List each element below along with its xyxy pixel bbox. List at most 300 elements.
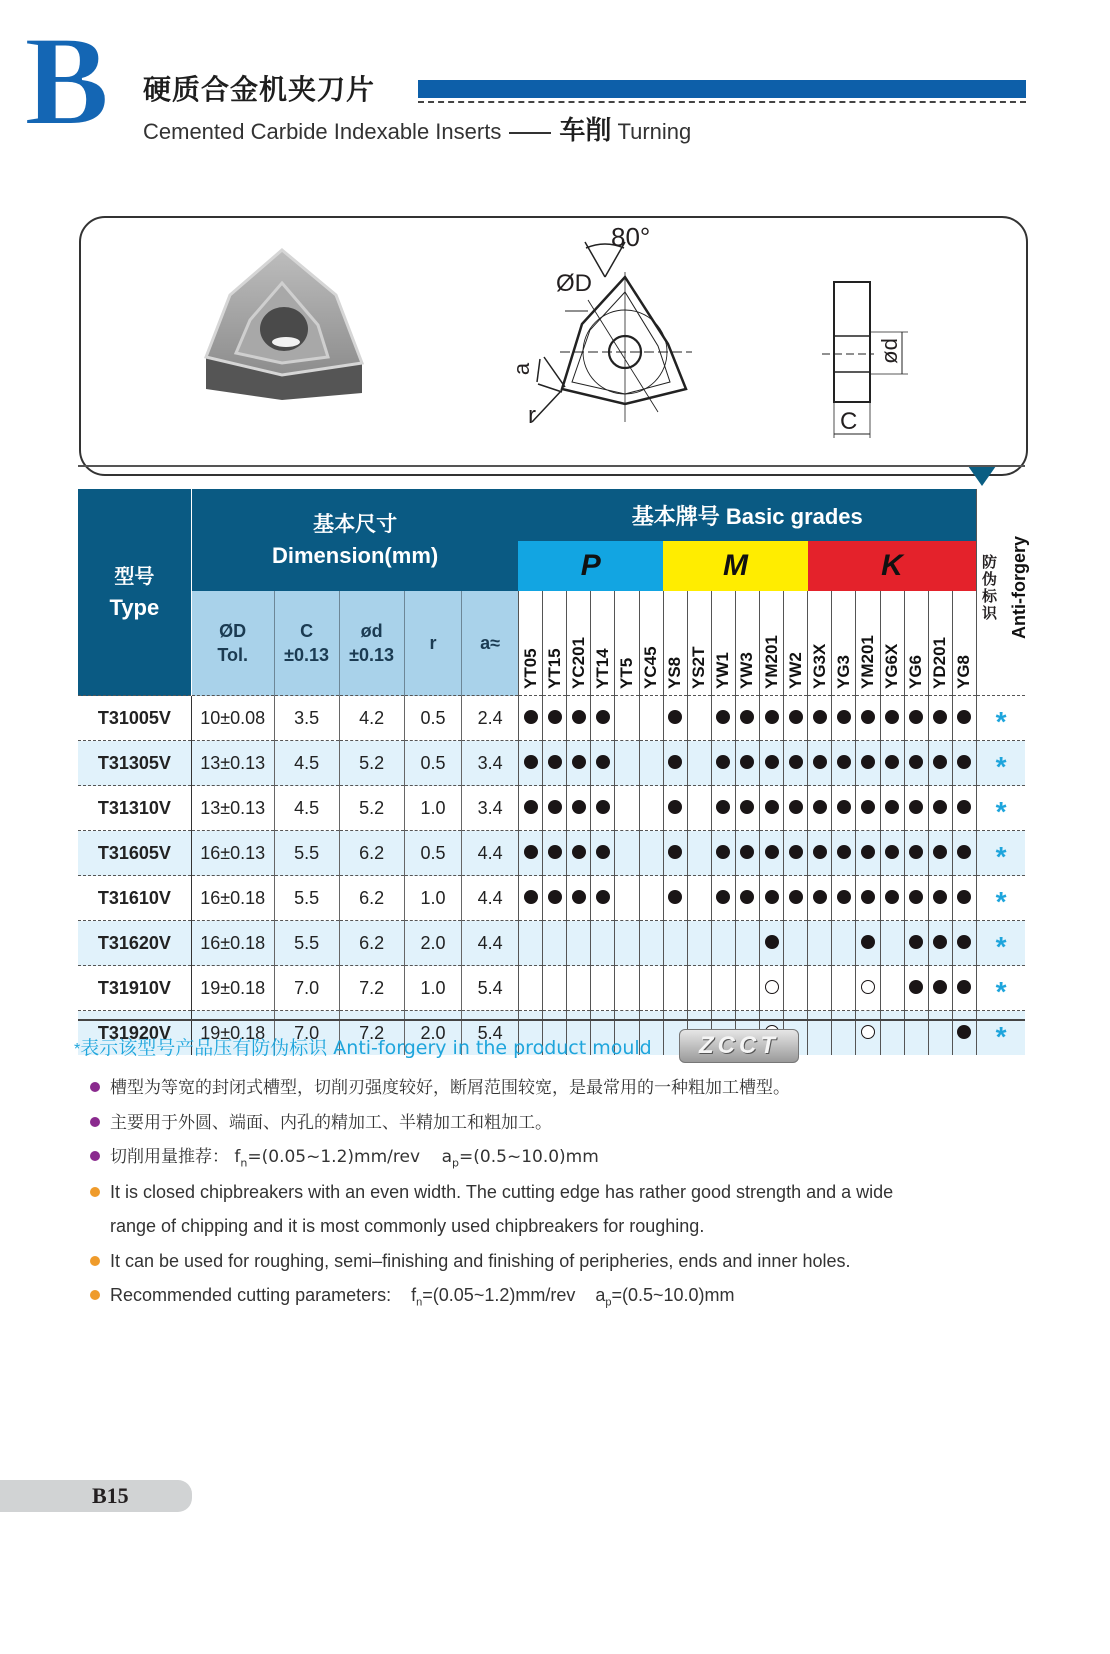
grade-cell [518,921,542,966]
col-C: C ±0.13 [274,591,339,696]
filled-circle-icon [837,845,851,859]
grade-col-yd201 [928,591,952,696]
grade-col-ys8 [663,591,687,696]
filled-circle-icon [957,710,971,724]
table-row [78,741,1025,786]
cell-type: T31920V [78,1011,191,1056]
grade-col-yc45 [639,591,663,696]
grade-cell [952,696,976,741]
grade-cell [663,921,687,966]
grade-cell [615,831,639,876]
cell-a: 4.4 [462,876,519,921]
filled-circle-icon [813,755,827,769]
open-circle-icon [861,980,875,994]
grade-cell [784,966,808,1011]
bullet-en-3: Recommended cutting parameters: $f_n=(0.05\sim 1.2)mm$/rev $a_p=(0.5\sim 10.0)mm$ [90,1282,735,1316]
grade-label: YC45 [641,646,661,689]
grade-cell [663,876,687,921]
grade-cell [591,831,615,876]
grade-cell [928,696,952,741]
grade-cell [784,921,808,966]
filled-circle-icon [885,845,899,859]
filled-circle-icon [909,800,923,814]
grade-cell [928,1011,952,1056]
grade-cell [591,966,615,1011]
cell-C: 7.0 [274,1011,339,1056]
grade-cell [735,786,759,831]
grade-cell [856,741,880,786]
grade-cell [567,921,591,966]
grade-cell [760,741,784,786]
grade-cell [591,696,615,741]
filled-circle-icon [909,845,923,859]
cell-type: T31005V [78,696,191,741]
filled-circle-icon [933,935,947,949]
grade-cell [518,696,542,741]
label-hole-d: ød [876,338,902,364]
cell-r: 0.5 [404,831,462,876]
filled-circle-icon [524,755,538,769]
grade-cell [832,696,856,741]
grade-cell [904,966,928,1011]
grade-cell [663,741,687,786]
header-dimension: 基本尺寸 Dimension(mm) [191,489,518,591]
grade-cell [880,741,904,786]
grade-cell [591,786,615,831]
grade-col-yt05 [518,591,542,696]
header-bar [418,80,1026,98]
grade-cell [543,966,567,1011]
filled-circle-icon [572,845,586,859]
grade-cell [663,966,687,1011]
grade-label: YM201 [761,635,781,689]
filled-circle-icon [548,800,562,814]
table-top-rule [78,465,1025,467]
bullet-en-1: It is closed chipbreakers with an even width. The cutting edge has rather good strength and a wide [90,1179,893,1205]
cell-d: 5.2 [339,786,404,831]
open-circle-icon [765,980,779,994]
cell-type: T31610V [78,876,191,921]
grade-cell [543,741,567,786]
anti-forgery-star-icon: * [977,786,1025,831]
filled-circle-icon [765,710,779,724]
grade-cell [639,786,663,831]
filled-circle-icon [885,800,899,814]
filled-circle-icon [909,890,923,904]
table-row [78,966,1025,1011]
group-M: M [663,541,808,591]
grade-cell [735,876,759,921]
pointer-triangle [968,466,996,486]
insert-top-view-drawing [510,222,710,432]
filled-circle-icon [524,890,538,904]
filled-circle-icon [765,800,779,814]
filled-circle-icon [548,845,562,859]
grade-cell [639,876,663,921]
grade-cell [567,696,591,741]
grade-cell [928,966,952,1011]
grade-cell [687,921,711,966]
grade-cell [639,966,663,1011]
header-dotted-rule [418,101,1026,103]
grade-cell [663,786,687,831]
filled-circle-icon [668,890,682,904]
cell-d: 6.2 [339,876,404,921]
cell-D: 16±0.13 [191,831,274,876]
grade-cell [880,831,904,876]
cell-type: T31910V [78,966,191,1011]
filled-circle-icon [572,890,586,904]
grade-cell [856,966,880,1011]
grade-cell [687,966,711,1011]
cell-a: 4.4 [462,921,519,966]
bullet-en-1-cont: range of chipping and it is most commonly used chipbreakers for roughing. [110,1216,705,1236]
grade-cell [880,921,904,966]
grade-cell [952,831,976,876]
header-anti-forgery: 防伪标识 Anti-forgery [977,489,1025,696]
grade-cell [639,831,663,876]
grade-col-yt5 [615,591,639,696]
anti-forgery-star-icon: * [977,966,1025,1011]
grade-label: YW3 [737,652,757,689]
filled-circle-icon [909,755,923,769]
filled-circle-icon [789,800,803,814]
filled-circle-icon [933,890,947,904]
subtitle-en: Cemented Carbide Indexable Inserts [143,119,502,144]
cell-C: 3.5 [274,696,339,741]
bullet-en-2: It can be used for roughing, semi–finishing and finishing of peripheries, ends and inner holes. [90,1248,850,1274]
grade-cell [928,786,952,831]
header-type: 型号 Type [78,489,191,696]
filled-circle-icon [957,845,971,859]
grade-cell [711,966,735,1011]
cell-r: 1.0 [404,786,462,831]
grade-cell [880,786,904,831]
filled-circle-icon [861,710,875,724]
cell-a: 3.4 [462,741,519,786]
grade-cell [808,1011,832,1056]
grade-cell [784,696,808,741]
grade-cell [687,696,711,741]
filled-circle-icon [668,800,682,814]
grade-col-ys2t [687,591,711,696]
grade-label: YG8 [954,654,974,689]
grade-cell [567,966,591,1011]
grade-col-ym201 [856,591,880,696]
bullet-dot-icon [90,1256,100,1266]
grade-cell [567,831,591,876]
filled-circle-icon [668,710,682,724]
grade-cell [928,831,952,876]
cell-a: 4.4 [462,831,519,876]
filled-circle-icon [957,1025,971,1039]
grade-cell [856,876,880,921]
col-d: ød ±0.13 [339,591,404,696]
filled-circle-icon [861,890,875,904]
filled-circle-icon [740,890,754,904]
grade-cell [856,696,880,741]
grade-cell [615,696,639,741]
label-diameter-D: ØD [556,270,592,297]
grade-cell [615,966,639,1011]
cell-d: 5.2 [339,741,404,786]
grade-cell [615,921,639,966]
col-a: a≈ [462,591,519,696]
filled-circle-icon [933,710,947,724]
grade-cell [904,921,928,966]
anti-forgery-note: *表示该型号产品压有防伪标识 Anti-forgery in the product mould [74,1037,652,1059]
category-en: Turning [617,119,692,144]
cell-a: 2.4 [462,696,519,741]
grade-cell [808,876,832,921]
grade-cell [543,831,567,876]
grade-cell [615,876,639,921]
grade-cell [880,966,904,1011]
cell-a: 5.4 [462,1011,519,1056]
filled-circle-icon [861,845,875,859]
grade-cell [711,876,735,921]
bullet-cn-2: 主要用于外圆、端面、内孔的精加工、半精加工和粗加工。 [90,1110,552,1136]
cell-C: 5.5 [274,876,339,921]
grade-cell [904,696,928,741]
header-basic-grades: 基本牌号 Basic grades [518,489,976,541]
filled-circle-icon [933,755,947,769]
filled-circle-icon [572,710,586,724]
grade-cell [735,966,759,1011]
cell-d: 4.2 [339,696,404,741]
grade-cell [832,876,856,921]
grade-col-yw1 [711,591,735,696]
anti-forgery-star-icon: * [977,876,1025,921]
filled-circle-icon [668,755,682,769]
filled-circle-icon [837,710,851,724]
filled-circle-icon [789,710,803,724]
grade-label: YT5 [616,657,636,689]
page-number: B15 [92,1483,129,1508]
filled-circle-icon [548,890,562,904]
bullet-cn-1: 槽型为等宽的封闭式槽型，切削刃强度较好，断屑范围较宽，是最常用的一种粗加工槽型。 [90,1075,790,1101]
filled-circle-icon [861,800,875,814]
filled-circle-icon [596,710,610,724]
grade-label: YT14 [592,648,612,689]
grade-cell [784,876,808,921]
grade-cell [880,876,904,921]
filled-circle-icon [885,890,899,904]
filled-circle-icon [596,845,610,859]
grade-cell [760,786,784,831]
anti-forgery-star-icon: * [977,921,1025,966]
grade-cell [952,876,976,921]
grade-cell [808,966,832,1011]
table-row [78,696,1025,741]
spec-table [78,489,1030,1055]
filled-circle-icon [716,890,730,904]
grade-col-yg3 [832,591,856,696]
grade-cell [760,921,784,966]
grade-label: YT05 [520,648,540,689]
cell-C: 5.5 [274,921,339,966]
grade-label: YS2T [689,646,709,689]
col-r: r [404,591,462,696]
grade-cell [952,1011,976,1056]
grade-cell [639,741,663,786]
grade-label: YW1 [713,652,733,689]
table-row [78,921,1025,966]
grade-cell [808,786,832,831]
grade-cell [904,741,928,786]
label-a: a [509,362,535,376]
cell-a: 5.4 [462,966,519,1011]
grade-cell [711,786,735,831]
grade-cell [784,831,808,876]
grade-cell [735,696,759,741]
grade-col-yg6x [880,591,904,696]
section-letter-logo [22,24,122,134]
filled-circle-icon [813,710,827,724]
cell-r: 0.5 [404,696,462,741]
filled-circle-icon [716,845,730,859]
grade-col-yw3 [735,591,759,696]
grade-cell [735,831,759,876]
group-P: P [518,541,663,591]
filled-circle-icon [716,710,730,724]
filled-circle-icon [789,755,803,769]
grade-cell [832,1011,856,1056]
filled-circle-icon [933,800,947,814]
filled-circle-icon [524,845,538,859]
grade-cell [639,696,663,741]
group-K: K [808,541,977,591]
filled-circle-icon [885,755,899,769]
grade-cell [928,741,952,786]
filled-circle-icon [789,845,803,859]
grade-cell [567,876,591,921]
grade-col-yg8 [952,591,976,696]
grade-cell [952,741,976,786]
grade-cell [952,786,976,831]
filled-circle-icon [837,890,851,904]
grade-cell [904,1011,928,1056]
cell-C: 4.5 [274,741,339,786]
table-row [78,876,1025,921]
grade-col-yg6 [904,591,928,696]
angle-label: 80° [611,222,651,252]
grade-cell [808,831,832,876]
category-cn: 车削 [559,116,612,146]
filled-circle-icon [837,755,851,769]
cell-r: 0.5 [404,741,462,786]
filled-circle-icon [572,800,586,814]
grade-cell [856,921,880,966]
bullet-dot-icon [90,1151,100,1161]
grade-label: YT15 [544,648,564,689]
filled-circle-icon [861,935,875,949]
filled-circle-icon [740,755,754,769]
cell-a: 3.4 [462,786,519,831]
grade-cell [687,741,711,786]
grade-label: YC201 [568,637,588,689]
grade-cell [518,831,542,876]
dash-separator [509,132,551,134]
grade-cell [687,786,711,831]
cell-d: 6.2 [339,831,404,876]
grade-label: YS8 [665,656,685,689]
cell-type: T31305V [78,741,191,786]
grade-cell [543,921,567,966]
filled-circle-icon [885,710,899,724]
grade-label: YG6 [906,654,926,689]
grade-col-yw2 [784,591,808,696]
grade-cell [904,786,928,831]
grade-cell [856,1011,880,1056]
bullet-cn-3: 切削用量推荐： $f_n=(0.05\sim 1.2)mm$/rev $a_p=(0.5\sim 10.0)mm$ [90,1144,599,1176]
grade-cell [928,876,952,921]
cell-r: 1.0 [404,876,462,921]
grade-col-yt14 [591,591,615,696]
filled-circle-icon [813,890,827,904]
grade-cell [808,921,832,966]
grade-cell [904,831,928,876]
cell-D: 13±0.13 [191,786,274,831]
bullet-dot-icon [90,1082,100,1092]
cell-r: 2.0 [404,1011,462,1056]
cell-d: 7.2 [339,1011,404,1056]
filled-circle-icon [716,755,730,769]
grade-cell [543,876,567,921]
filled-circle-icon [740,845,754,859]
grade-cell [856,786,880,831]
bullet-dot-icon [90,1117,100,1127]
grade-cell [639,921,663,966]
filled-circle-icon [668,845,682,859]
filled-circle-icon [933,845,947,859]
grade-cell [518,876,542,921]
grade-cell [543,786,567,831]
grade-col-yg3x [808,591,832,696]
open-circle-icon [861,1025,875,1039]
cell-D: 13±0.13 [191,741,274,786]
grade-label: YW2 [785,652,805,689]
filled-circle-icon [813,845,827,859]
grade-cell [832,741,856,786]
filled-circle-icon [765,845,779,859]
grade-cell [880,696,904,741]
grade-cell [760,696,784,741]
grade-cell [518,786,542,831]
filled-circle-icon [837,800,851,814]
grade-cell [615,741,639,786]
cell-D: 19±0.18 [191,966,274,1011]
table-row [78,831,1025,876]
label-thickness-C: C [840,408,858,435]
filled-circle-icon [957,980,971,994]
grade-cell [832,921,856,966]
grade-cell [760,966,784,1011]
grade-cell [808,696,832,741]
grade-cell [952,966,976,1011]
filled-circle-icon [957,800,971,814]
cell-r: 1.0 [404,966,462,1011]
insert-3d-illustration [200,245,370,400]
filled-circle-icon [596,890,610,904]
grade-cell [518,741,542,786]
grade-cell [567,786,591,831]
cell-C: 7.0 [274,966,339,1011]
grade-cell [663,831,687,876]
grade-cell [952,921,976,966]
cell-D: 16±0.18 [191,921,274,966]
page-subtitle [143,110,691,147]
